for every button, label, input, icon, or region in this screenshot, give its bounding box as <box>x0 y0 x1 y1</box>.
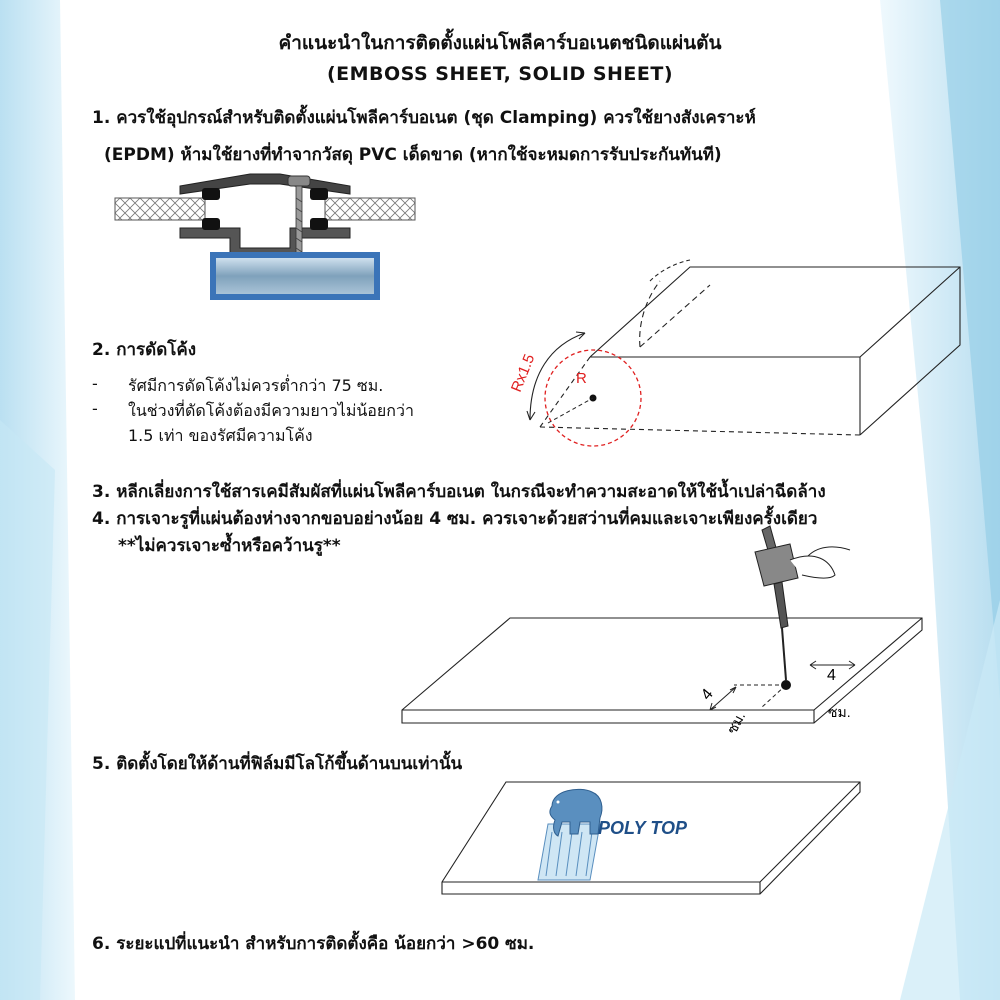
bend-radius-rule: รัศมีการดัดโค้งไม่ควรต่ำกว่า 75 ซม. <box>128 376 384 395</box>
section-4-line-1: 4. การเจาะรูที่แผ่นต้องห่างจากขอบอย่างน้อย 4 ซม. ควรเจาะด้วยสว่านที่คมและเจาะเพียงครั้งเดียว <box>92 509 818 529</box>
section-5-text: 5. ติดตั้งโดยให้ด้านที่ฟิล์มมีโลโก้ขึ้นด้านบนเท่านั้น <box>92 754 463 774</box>
drilling-diagram <box>390 520 935 745</box>
bend-length-rule-cont: 1.5 เท่า ของรัศมีความโค้ง <box>128 426 313 445</box>
edge-distance-value: 4 <box>827 667 836 684</box>
bend-length-rule: ในช่วงที่ดัดโค้งต้องมีความยาวไม่น้อยกว่า <box>128 401 414 420</box>
edge-distance-unit: ซม. <box>828 704 851 720</box>
logo-brand-text: POLY TOP <box>598 818 688 838</box>
bullet-mark: - <box>92 374 98 393</box>
section-1-line-1: 1. ควรใช้อุปกรณ์สำหรับติดตั้งแผ่นโพลีคาร์บอเนต (ชุด Clamping) ควรใช้ยางสังเคราะห์ <box>92 108 756 128</box>
edge-distance-unit: ซม. <box>723 708 749 737</box>
radius-label: R <box>576 370 587 387</box>
logo-sheet-diagram <box>440 776 870 904</box>
elephant-icon <box>550 789 602 836</box>
bullet-mark: - <box>92 399 98 418</box>
section-6-text: 6. ระยะแปที่แนะนำ สำหรับการติดตั้งคือ น้อยกว่า >60 ซม. <box>92 934 535 954</box>
page-title: คำแนะนำในการติดตั้งแผ่นโพลีคาร์บอเนตชนิดแผ่นตัน <box>278 32 722 54</box>
section-2-heading: 2. การดัดโค้ง <box>92 340 197 360</box>
section-1-line-2: (EPDM) ห้ามใช้ยางที่ทำจากวัสดุ PVC เด็ดขาด (หากใช้จะหมดการรับประกันทันที) <box>104 145 722 165</box>
bending-diagram <box>490 245 970 460</box>
clamping-diagram <box>110 168 420 308</box>
section-4-line-2: **ไม่ควรเจาะซ้ำหรือคว้านรู** <box>118 536 341 556</box>
page-subtitle: (EMBOSS SHEET, SOLID SHEET) <box>326 63 674 85</box>
radius-multiplier-label: Rx1.5 <box>507 351 539 395</box>
edge-distance-value: 4 <box>698 685 717 704</box>
section-3-text: 3. หลีกเลี่ยงการใช้สารเคมีสัมผัสที่แผ่นโพลีคาร์บอเนต ในกรณีจะทำความสะอาดให้ใช้น้ำเปล่าฉีดล้าง <box>92 482 826 502</box>
